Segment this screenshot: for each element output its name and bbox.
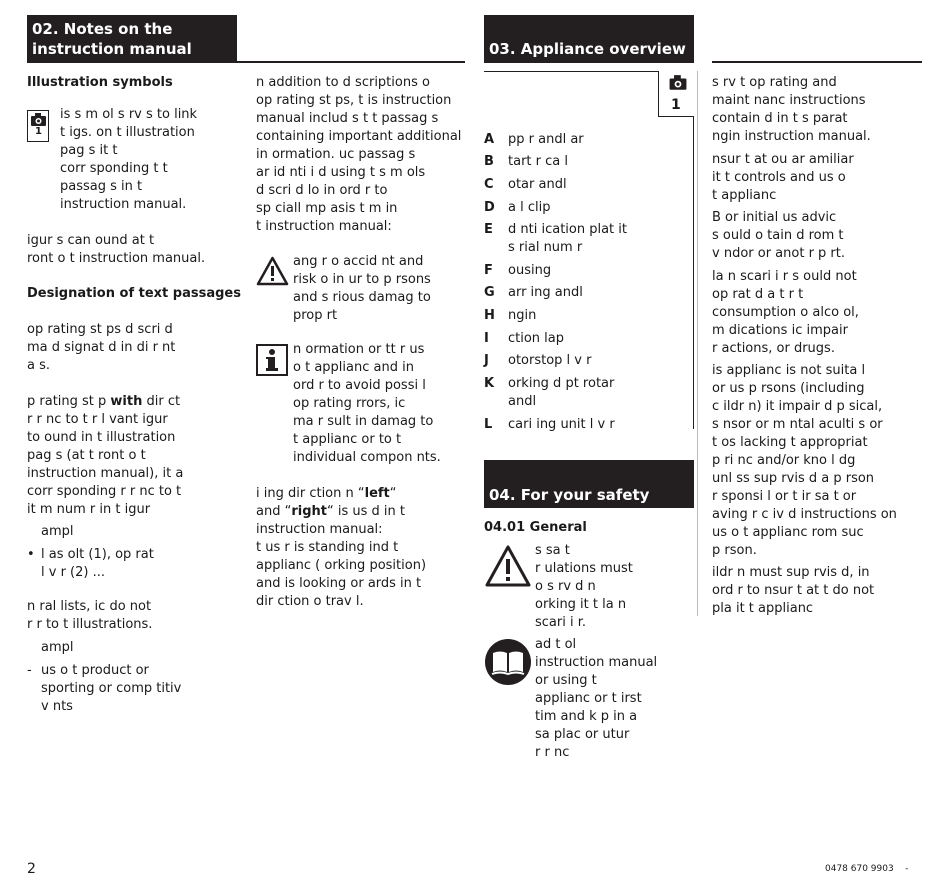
- example1-label: ampl: [41, 524, 74, 539]
- overview-title: 03. Appliance overview: [489, 40, 686, 58]
- read-manual-book-icon: [484, 638, 532, 686]
- section-header-safety: [484, 460, 694, 508]
- figures-paragraph: igur s can ound at t ront o t instruction manual.: [27, 233, 206, 266]
- general-lists-paragraph: n ral lists, ic do not r r to t illustrations.: [27, 599, 153, 632]
- camera-1-icon: [27, 110, 49, 142]
- operating-steps-paragraph: op rating st ps d scri d ma d signat d in di r nt a s.: [27, 322, 176, 373]
- info-icon: [256, 344, 288, 376]
- section-header-notes: [27, 15, 237, 62]
- section-title-line2: instruction manual: [32, 40, 192, 58]
- overview-icon-number: 1: [671, 97, 681, 113]
- example2-label: ampl: [41, 640, 74, 655]
- camera-1-overview-icon: [658, 71, 694, 117]
- safety-regulations-paragraph: s sa t r ulations must o s rv d n orking it t la n scari i r.: [535, 543, 633, 630]
- danger-paragraph: ang r o accid nt and risk o in ur to p rsons and s rious damag to prop rt: [293, 254, 431, 323]
- example2-dash: -: [27, 663, 32, 678]
- header-rule-col3: [484, 61, 694, 63]
- col4-para-3: B or initial us advic s ould o tain d rom t v ndor or anot r p rt.: [712, 210, 846, 261]
- header-rule-col4: [712, 61, 922, 63]
- camera-1-number: 1: [35, 126, 42, 137]
- designation-heading: Designation of text passages: [27, 286, 241, 301]
- example2-text: us o t product or sporting or comp titiv v nts: [41, 663, 182, 714]
- info-paragraph: n ormation or tt r us o t applianc and in ord r to avoid possi l op rating rrors, ic ma r sult in damag to t applianc or to t individual compon nts.: [293, 342, 441, 465]
- example1-text: l as olt (1), op rat l v r (2) ...: [41, 547, 154, 580]
- col4-para-1: s rv t op rating and maint nanc instructions contain d in t s parat ngin instruction manual.: [712, 75, 871, 144]
- section-header-overview: [484, 15, 694, 62]
- with-reference-paragraph: p rating st p with dir ct r r nc to t r l vant igur to ound in t illustration pag s (at t ront o t instruction manual), it a corr sponding r r nc to t it m num r in t igur: [27, 394, 184, 517]
- page-number: 2: [27, 861, 36, 877]
- warning-triangle-icon: [256, 256, 289, 286]
- intro-paragraph: n addition to d scriptions o op rating st ps, t is instruction manual includ s t t passag s containing important additional in ormation. uc passag s ar id nti i d using t s m ols d scri d lo in ord r to sp ciall mp asis t m in t instruction manual:: [256, 75, 462, 234]
- illustration-paragraph: is s m ol s rv s to link t igs. on t illustration pag s it t corr sponding t t passag s in t instruction manual.: [60, 107, 198, 212]
- general-heading: 04.01 General: [484, 520, 587, 535]
- overview-right-rule: [693, 71, 694, 429]
- header-rule-col1-2: [27, 61, 465, 63]
- read-manual-paragraph: ad t ol instruction manual or using t applianc or t irst tim and k p in a sa plac or utur r r nc: [535, 637, 658, 760]
- col4-para-2: nsur t at ou ar amiliar it t controls and us o t applianc: [712, 152, 854, 203]
- col4-para-4: la n scari i r s ould not op rat d a t r t consumption o alco ol, m dications ic impair r actions, or drugs.: [712, 269, 859, 356]
- warning-triangle-icon-safety: [484, 544, 532, 588]
- section-title-line1: 02. Notes on the: [32, 20, 173, 38]
- example1-bullet: •: [27, 547, 35, 562]
- col4-para-5: is applianc is not suita l or us p rsons (including c ildr n) it impair d p sical, s nsor or m ntal aculti s or t os lacking t appropriat p ri nc and/or kno l dg unl ss sup rvis d a p rson r sponsi l or t ir sa t or aving r c iv d instructions on us o t applianc rom suc p rson.: [712, 363, 897, 558]
- document-code: 0478 670 9903 -: [825, 864, 909, 874]
- col4-left-rule: [697, 71, 698, 616]
- col4-para-6: ildr n must sup rvis d, in ord r to nsur t at t do not pla it t applianc: [712, 565, 875, 616]
- illustration-symbols-heading: Illustration symbols: [27, 75, 173, 90]
- direction-paragraph: i ing dir ction n “left“ and “right“ is us d in t instruction manual: t us r is standing ind t applianc ( orking position) and is looking or ards in t dir ction o trav l.: [256, 486, 427, 609]
- safety-title: 04. For your safety: [489, 486, 650, 504]
